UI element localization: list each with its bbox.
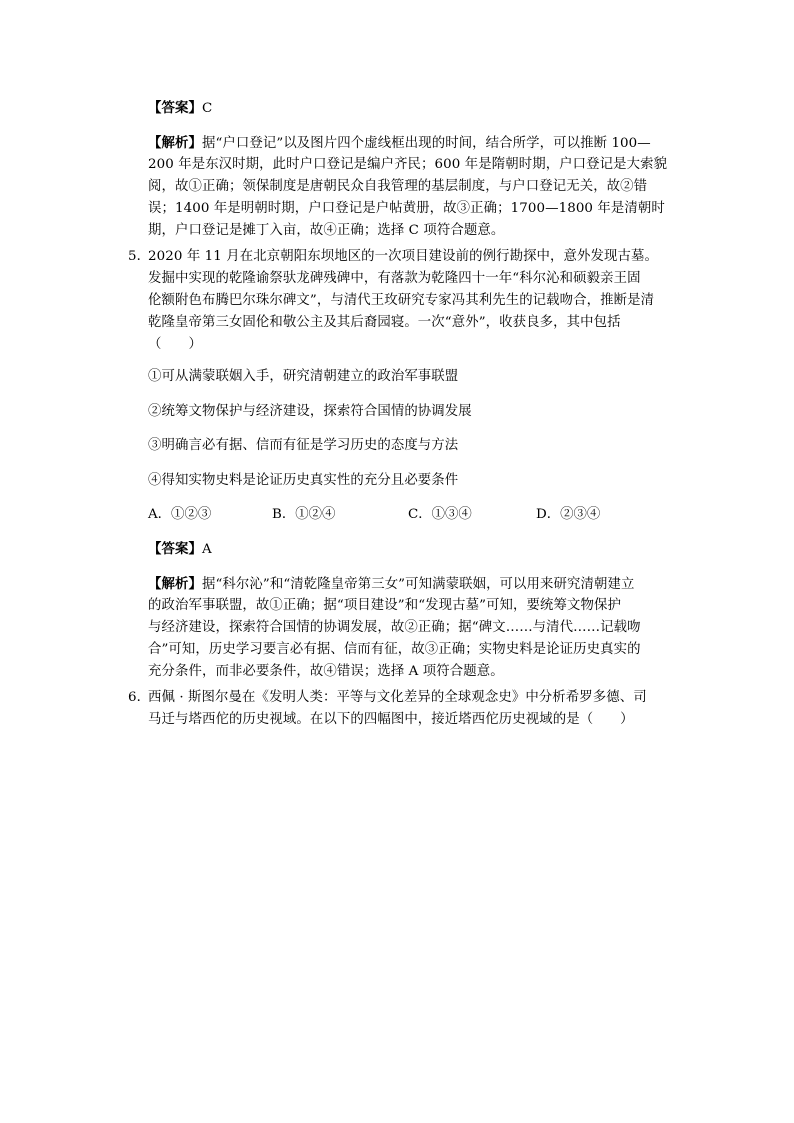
question-6-stem-line: 马迁与塔西佗的历史视域。在以下的四幅图中，接近塔西佗历史视域的是（ ） (148, 712, 634, 727)
question-5-number: 5． (128, 249, 151, 264)
question-5-stem-line: 伦额附色布腾巴尔珠尔碑文”，与清代王玫研究专家冯其利先生的记载吻合，推断是清 (148, 293, 655, 308)
question-5-stem-line: 乾隆皇帝第三女固伦和敬公主及其后裔园寝。一次“意外”，收获良多，其中包括 (148, 315, 621, 330)
option-a: A．①②③ (148, 507, 212, 522)
statement-4: ④得知实物史料是论证历史真实性的充分且必要条件 (148, 473, 459, 488)
analysis-line: 的政治军事联盟，故①正确；据“项目建设”和“发现古墓”可知，要统筹文物保护 (148, 598, 621, 613)
answer-value: C (201, 101, 213, 116)
analysis-text: 据“户口登记”以及图片四个虚线框出现的时间，结合所学，可以推断 100— (201, 136, 651, 151)
answer-label: 【答案】 (148, 100, 202, 116)
option-b: B．①②④ (272, 507, 336, 522)
analysis-line (148, 132, 651, 155)
statement-2: ②统筹文物保护与经济建设，探索符合国情的协调发展 (148, 404, 472, 419)
analysis-line (148, 573, 634, 596)
answer-label: 【答案】 (148, 541, 202, 557)
question-5-stem-line: 2020 年 11 月在北京朝阳东坝地区的一次项目建设前的例行勘探中，意外发现古墓。 (148, 249, 658, 264)
analysis-line: 充分条件，而非必要条件，故④错误；选择 A 项符合题意。 (148, 664, 504, 679)
analysis-line: 阅，故①正确；领保制度是唐朝民众自我管理的基层制度，与户口登记无关，故②错 (148, 179, 648, 194)
answer-value: A (201, 542, 212, 557)
answer-line-2 (148, 538, 212, 561)
analysis-line: 与经济建设，探索符合国情的协调发展，故②正确；据“碑文……与清代……记载吻 (148, 620, 641, 635)
answer-line-1 (148, 97, 212, 120)
statement-1: ①可从满蒙联姻入手，研究清朝建立的政治军事联盟 (148, 369, 459, 384)
option-d: D．②③④ (536, 507, 601, 522)
analysis-line: 200 年是东汉时期，此时户口登记是编户齐民；600 年是隋朝时期，户口登记是大索貌 (148, 157, 668, 172)
analysis-text: 据“科尔沁”和“清乾隆皇帝第三女”可知满蒙联姻，可以用来研究清朝建立 (201, 577, 635, 592)
question-5-answer-blank: （ ） (148, 337, 202, 352)
question-5-stem-line: 发掘中实现的乾隆谕祭驮龙碑残碑中，有落款为乾隆四十一年“科尔沁和硕毅亲王固 (148, 271, 641, 286)
question-6-number: 6． (128, 690, 151, 705)
option-c: C．①③④ (408, 507, 472, 522)
analysis-label: 【解析】 (148, 135, 202, 151)
analysis-line: 期，户口登记是摊丁入亩，故④正确；选择 C 项符合题意。 (148, 223, 505, 238)
analysis-label: 【解析】 (148, 576, 202, 592)
analysis-line: 合”可知，历史学习要言必有据、信而有征，故③正确；实物史料是论证历史真实的 (148, 642, 641, 657)
statement-3: ③明确言必有据、信而有征是学习历史的态度与方法 (148, 438, 459, 453)
question-6-stem-line: 西佩 · 斯图尔曼在《发明人类：平等与文化差异的全球观念史》中分析希罗多德、司 (148, 690, 647, 705)
analysis-line: 误；1400 年是明朝时期，户口登记是户帖黄册，故③正确；1700—1800 年是清朝时 (148, 201, 665, 216)
